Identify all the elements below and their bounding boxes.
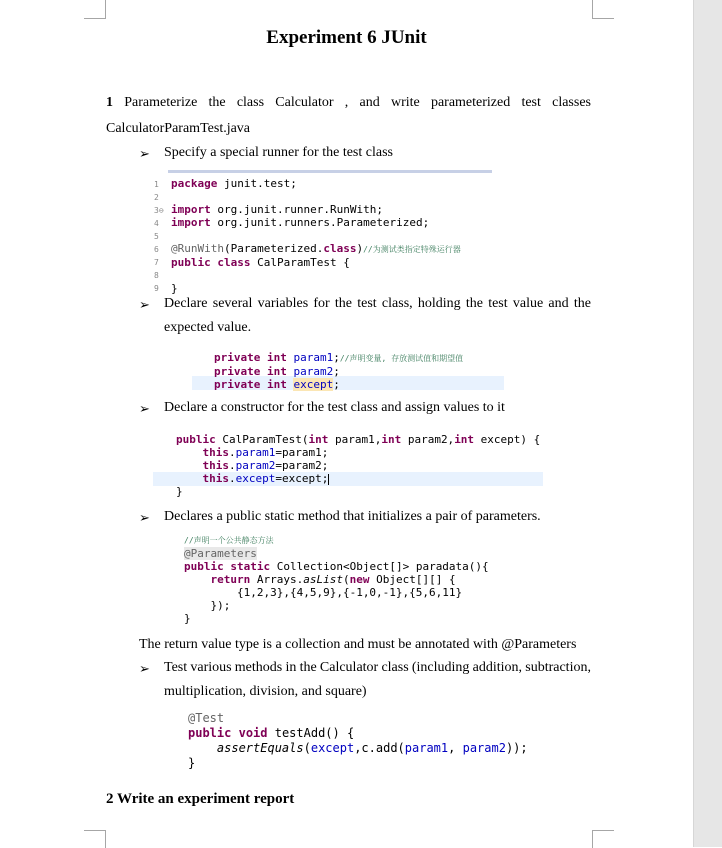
section1-number: 1 [106,95,113,110]
code1-top-bar [168,170,492,173]
bullet-constructor: Declare a constructor for the test class and assign values to it [164,400,505,415]
bullet-arrow-icon: ➢ [139,401,150,416]
crop-mark-bottom-left [84,830,106,848]
bullet-test-methods: Test various methods in the Calculator class (including addition, subtraction, [164,660,591,675]
bullet-arrow-icon: ➢ [139,146,150,161]
bullet-arrow-icon: ➢ [139,297,150,312]
note-return-type: The return value type is a collection and must be annotated with @Parameters [139,637,577,652]
code-block-parameters-close: } [184,612,191,625]
bullet-variables-cont: expected value. [164,320,252,335]
code-block-parameters-method: //声明一个公共静态方法 @Parameters public static Collection<Object[]> paradata(){ return Arrays.asList(new Object[][] { {1,2,3},{4,5,9},{-1,0,-1},{5,6,11} }); [184,536,489,612]
code-block-class-declaration: package junit.test; import org.junit.runner.RunWith; import org.junit.runners.Parameterized; @RunWith(Parameterized.class)//为测试类指定特殊运行器 public class CalParamTest { } [171,177,461,295]
section1-heading-cont: CalculatorParamTest.java [106,121,251,136]
code-block-constructor: public CalParamTest(int param1,int param2,int except) { this.param1=param1; this.param2=param2; this.except=except; } [176,433,541,498]
crop-mark-top-left [84,0,106,19]
section2-heading: 2 Write an experiment report [106,791,295,807]
bullet-runner: Specify a special runner for the test class [164,145,393,160]
bullet-test-methods-cont: multiplication, division, and square) [164,684,367,699]
code-block-fields: private int param1;//声明变量, 存放测试值和期望值 private int param2; private int except; [214,351,464,391]
bullet-variables: Declare several variables for the test class, holding the test value and the [164,296,591,311]
document-side-margin [693,0,722,847]
crop-mark-top-right [592,0,614,19]
crop-mark-bottom-right [592,830,614,848]
bullet-arrow-icon: ➢ [139,510,150,525]
section1-heading: 1 Parameterize the class Calculator , and write parameterized test classes [106,95,591,110]
bullet-arrow-icon: ➢ [139,661,150,676]
code1-line-numbers: 1 2 3⊖ 4 5 6 7 8 9 [154,180,164,293]
code-block-test-method: @Test public void testAdd() { assertEquals(except,c.add(param1, param2)); } [188,711,528,770]
page-title: Experiment 6 JUnit [266,27,427,48]
bullet-static-method: Declares a public static method that initializes a pair of parameters. [164,509,541,524]
